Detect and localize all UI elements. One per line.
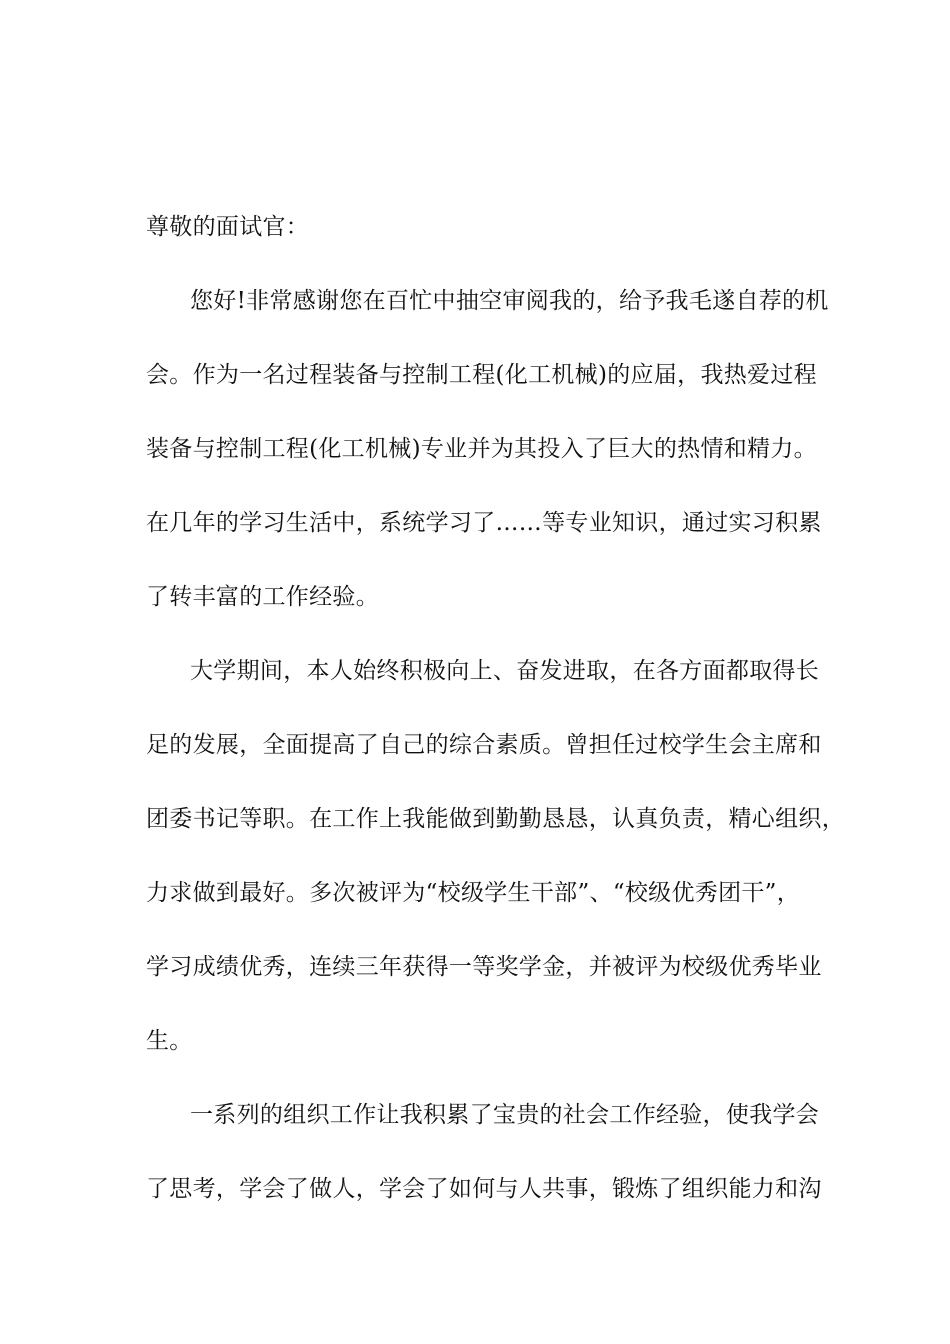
paragraph-2-line-3: 团委书记等职。在工作上我能做到勤勤恳恳，认真负责，精心组织， xyxy=(146,806,845,832)
paragraph-1-line-5: 了转丰富的工作经验。 xyxy=(146,584,379,610)
paragraph-3-line-2: 了思考，学会了做人，学会了如何与人共事，锻炼了组织能力和沟 xyxy=(146,1176,822,1202)
salutation: 尊敬的面试官： xyxy=(146,214,310,240)
paragraph-1-line-2: 会。作为一名过程装备与控制工程(化工机械)的应届，我热爱过程 xyxy=(146,362,817,388)
paragraph-1-line-1: 您好!非常感谢您在百忙中抽空审阅我的，给予我毛遂自荐的机 xyxy=(190,288,829,314)
paragraph-1-line-3: 装备与控制工程(化工机械)专业并为其投入了巨大的热情和精力。 xyxy=(146,436,817,462)
paragraph-2-line-5: 学习成绩优秀，连续三年获得一等奖学金，并被评为校级优秀毕业 xyxy=(146,954,822,980)
paragraph-2-line-6: 生。 xyxy=(146,1028,193,1054)
paragraph-1-line-4: 在几年的学习生活中，系统学习了……等专业知识，通过实习积累 xyxy=(146,510,822,536)
paragraph-2-line-4: 力求做到最好。多次被评为“校级学生干部”、“校级优秀团干”， xyxy=(146,880,801,906)
paragraph-3-line-1: 一系列的组织工作让我积累了宝贵的社会工作经验，使我学会 xyxy=(190,1102,820,1128)
paragraph-2-line-1: 大学期间，本人始终积极向上、奋发进取，在各方面都取得长 xyxy=(190,658,820,684)
paragraph-2-line-2: 足的发展，全面提高了自己的综合素质。曾担任过校学生会主席和 xyxy=(146,732,822,758)
